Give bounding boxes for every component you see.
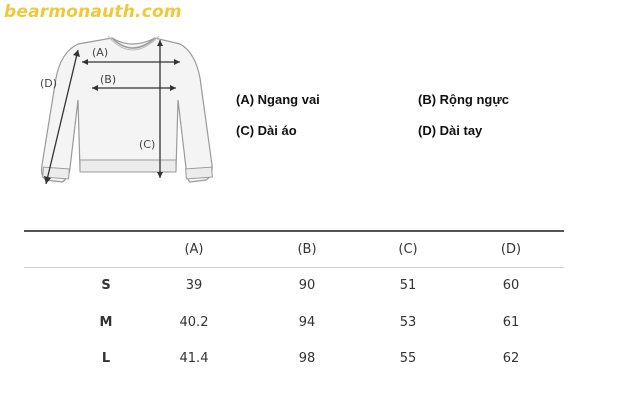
table-cell: 98 <box>298 351 316 366</box>
label-d: (D) <box>40 77 58 90</box>
label-c: (C) <box>139 138 156 151</box>
header-a: (A) <box>184 242 204 257</box>
sweater-illustration <box>0 0 230 200</box>
table-header-rule <box>24 267 564 268</box>
label-a: (A) <box>92 46 109 59</box>
row-size: M <box>99 315 113 330</box>
table-cell: 39 <box>185 278 203 293</box>
label-b: (B) <box>100 73 117 86</box>
watermark: bearmonauth.com <box>4 2 182 22</box>
legend-b: (B) Rộng ngực <box>418 92 510 107</box>
legend-a: (A) Ngang vai <box>236 92 320 107</box>
table-cell: 94 <box>298 315 316 330</box>
row-size: S <box>101 278 111 293</box>
sweater-diagram <box>0 0 230 200</box>
header-d: (D) <box>500 242 522 257</box>
row-size: L <box>101 351 111 366</box>
legend-d: (D) Dài tay <box>418 123 483 138</box>
legend-c: (C) Dài áo <box>236 123 297 138</box>
table-cell: 61 <box>502 315 520 330</box>
table-cell: 53 <box>399 315 417 330</box>
table-cell: 51 <box>399 278 417 293</box>
table-cell: 90 <box>298 278 316 293</box>
table-cell: 62 <box>502 351 520 366</box>
table-top-rule <box>24 230 564 232</box>
table-cell: 41.4 <box>179 351 209 366</box>
header-c: (C) <box>398 242 418 257</box>
table-cell: 60 <box>502 278 520 293</box>
header-b: (B) <box>297 242 317 257</box>
table-cell: 55 <box>399 351 417 366</box>
table-cell: 40.2 <box>179 315 209 330</box>
